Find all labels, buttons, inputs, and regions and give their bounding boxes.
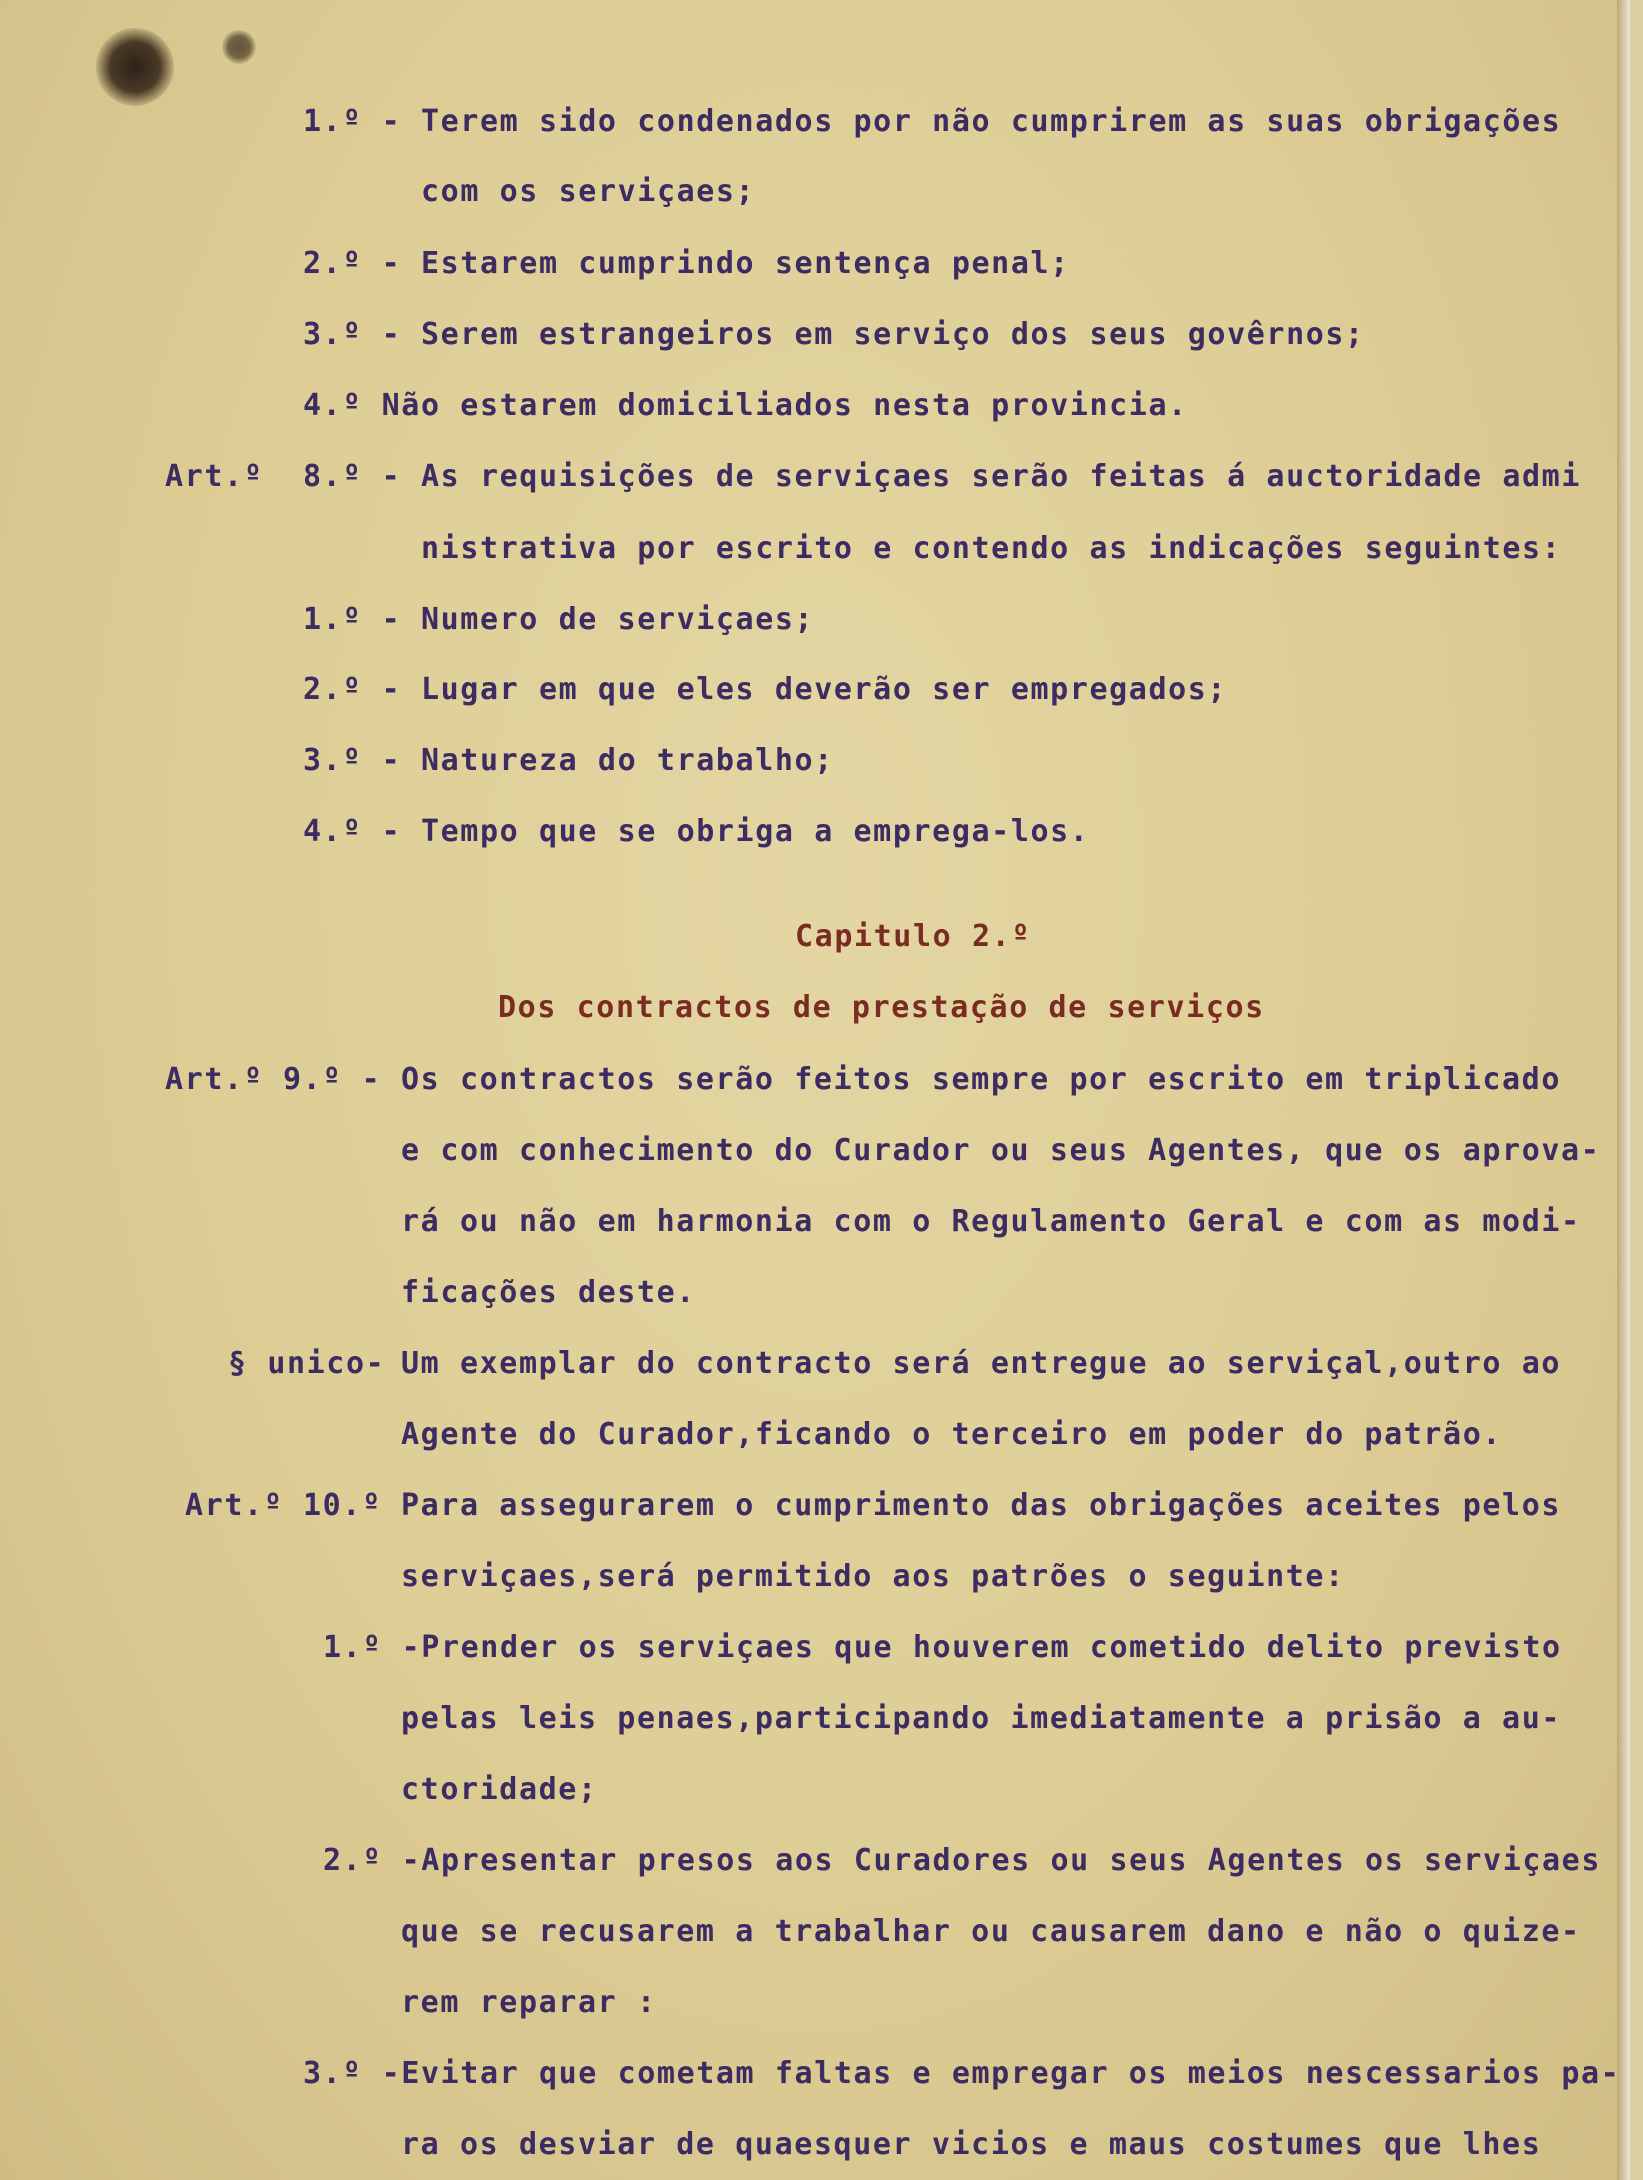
- text-line: 3.º - Natureza do trabalho;: [303, 743, 834, 778]
- text-line: e com conhecimento do Curador ou seus Agentes, que os aprova-: [401, 1133, 1601, 1168]
- text-line: ctoridade;: [401, 1772, 598, 1807]
- article-label: Art.º: [165, 459, 264, 494]
- ink-stain: [96, 28, 174, 106]
- text-line: 3.º -Evitar que cometam faltas e empregar os meios nescessarios pa-: [303, 2056, 1621, 2091]
- article-label: Art.º 10.º: [185, 1488, 382, 1523]
- text-line: 1.º - Terem sido condenados por não cumprirem as suas obrigações: [303, 104, 1562, 139]
- section-label: § unico-: [228, 1346, 386, 1381]
- text-line: serviçaes,será permitido aos patrões o seguinte:: [401, 1559, 1345, 1594]
- article-label: Art.º: [165, 1062, 264, 1097]
- text-line: rá ou não em harmonia com o Regulamento Geral e com as modi-: [401, 1204, 1581, 1239]
- page-edge: [1617, 0, 1630, 2180]
- text-line: 2.º - Estarem cumprindo sentença penal;: [303, 246, 1070, 281]
- text-line: 4.º - Tempo que se obriga a emprega-los.: [303, 814, 1090, 849]
- text-line: 3.º - Serem estrangeiros em serviço dos seus govêrnos;: [303, 317, 1365, 352]
- text-line: 1.º -Prender os serviçaes que houverem cometido delito previsto: [323, 1630, 1562, 1665]
- text-line: 2.º -Apresentar presos aos Curadores ou seus Agentes os serviçaes: [323, 1843, 1601, 1878]
- text-line: que se recusarem a trabalhar ou causarem dano e não o quize-: [401, 1914, 1581, 1949]
- chapter-heading: Capitulo 2.º: [795, 919, 1031, 954]
- text-line: ficações deste.: [401, 1275, 696, 1310]
- ink-stain-small: [222, 30, 256, 64]
- text-line: rem reparar :: [401, 1985, 657, 2020]
- text-line: 1.º - Numero de serviçaes;: [303, 602, 815, 637]
- text-line: Agente do Curador,ficando o terceiro em poder do patrão.: [401, 1417, 1503, 1452]
- text-line: 9.º - Os contractos serão feitos sempre por escrito em triplicado: [283, 1062, 1561, 1097]
- text-line: Um exemplar do contracto será entregue ao serviçal,outro ao: [401, 1346, 1562, 1381]
- text-line: 4.º Não estarem domiciliados nesta provincia.: [303, 388, 1188, 423]
- text-line: 8.º - As requisições de serviçaes serão feitas á auctoridade admi: [303, 459, 1581, 494]
- text-line: Para assegurarem o cumprimento das obrigações aceites pelos: [401, 1488, 1562, 1523]
- text-line: 2.º - Lugar em que eles deverão ser empregados;: [303, 672, 1228, 707]
- text-line: pelas leis penaes,participando imediatamente a prisão a au-: [401, 1701, 1562, 1736]
- text-line: com os serviçaes;: [421, 174, 756, 209]
- chapter-title: Dos contractos de prestação de serviços: [498, 990, 1265, 1025]
- text-line: ra os desviar de quaesquer vicios e maus costumes que lhes: [401, 2127, 1542, 2162]
- text-line: nistrativa por escrito e contendo as indicações seguintes:: [421, 531, 1562, 566]
